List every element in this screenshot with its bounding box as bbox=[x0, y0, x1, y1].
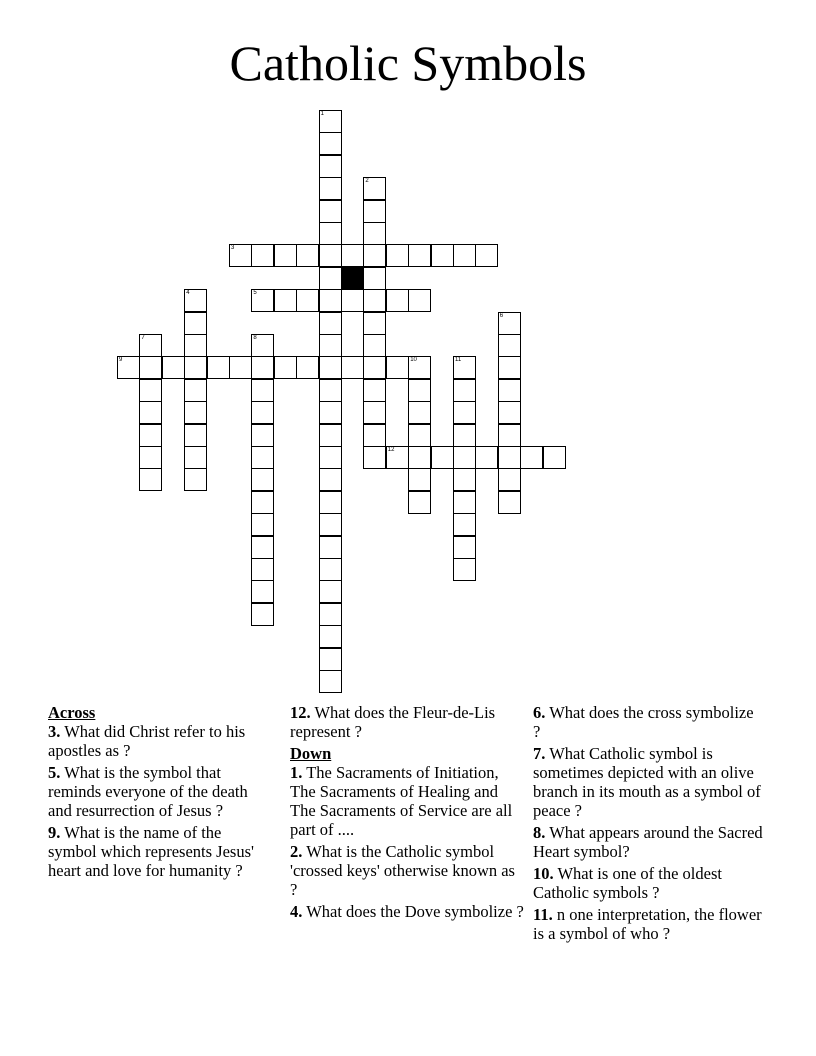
down-heading: Down bbox=[290, 744, 332, 763]
grid-cell[interactable] bbox=[184, 379, 207, 402]
clue-number: 4 bbox=[186, 290, 190, 297]
grid-cell[interactable] bbox=[453, 401, 476, 424]
clue-item bbox=[533, 905, 763, 943]
grid-cell[interactable] bbox=[498, 424, 521, 447]
grid-cell[interactable] bbox=[498, 491, 521, 514]
clue-text: What Catholic symbol is sometimes depicted with an olive branch in its mouth as a symbol of peace ? bbox=[533, 744, 761, 820]
grid-cell[interactable] bbox=[453, 356, 476, 379]
clue-item bbox=[290, 902, 525, 921]
grid-cell[interactable] bbox=[207, 356, 230, 379]
grid-cell[interactable] bbox=[319, 200, 342, 223]
grid-cell[interactable] bbox=[251, 334, 274, 357]
grid-cell[interactable] bbox=[251, 446, 274, 469]
grid-cell[interactable] bbox=[184, 424, 207, 447]
grid-cell[interactable] bbox=[520, 446, 543, 469]
grid-cell[interactable] bbox=[363, 244, 386, 267]
grid-cell[interactable] bbox=[319, 558, 342, 581]
grid-cell[interactable] bbox=[184, 312, 207, 335]
clue-number-label: 10. bbox=[533, 864, 554, 883]
grid-cell[interactable] bbox=[319, 580, 342, 603]
grid-cell[interactable] bbox=[251, 468, 274, 491]
grid-cell[interactable] bbox=[319, 177, 342, 200]
grid-cell[interactable] bbox=[229, 356, 252, 379]
grid-cell[interactable] bbox=[498, 468, 521, 491]
grid-cell[interactable] bbox=[453, 558, 476, 581]
grid-cell[interactable] bbox=[251, 356, 274, 379]
grid-cell[interactable] bbox=[363, 379, 386, 402]
across-clue-list-continued bbox=[290, 703, 525, 741]
grid-cell[interactable] bbox=[386, 244, 409, 267]
grid-cell[interactable] bbox=[184, 468, 207, 491]
grid-cell[interactable] bbox=[319, 625, 342, 648]
grid-cell[interactable] bbox=[251, 580, 274, 603]
grid-cell[interactable] bbox=[319, 401, 342, 424]
down-clue-list-continued bbox=[533, 703, 763, 943]
grid-cell[interactable] bbox=[251, 244, 274, 267]
grid-cell[interactable] bbox=[319, 424, 342, 447]
grid-cell[interactable] bbox=[363, 356, 386, 379]
grid-cell[interactable] bbox=[251, 603, 274, 626]
clue-number: 3 bbox=[231, 245, 235, 252]
grid-cell[interactable] bbox=[498, 446, 521, 469]
grid-cell[interactable] bbox=[363, 446, 386, 469]
grid-cell[interactable] bbox=[296, 289, 319, 312]
clue-item bbox=[290, 703, 525, 741]
grid-cell[interactable] bbox=[319, 110, 342, 133]
grid-cell[interactable] bbox=[319, 356, 342, 379]
grid-cell[interactable] bbox=[363, 267, 386, 290]
grid-cell[interactable] bbox=[251, 536, 274, 559]
clues-column-2 bbox=[290, 703, 525, 924]
grid-cell[interactable] bbox=[363, 312, 386, 335]
grid-cell[interactable] bbox=[453, 244, 476, 267]
grid-cell[interactable] bbox=[408, 468, 431, 491]
clue-text: What does the cross symbolize ? bbox=[533, 703, 754, 741]
grid-cell[interactable] bbox=[139, 468, 162, 491]
clue-number: 6 bbox=[499, 312, 504, 319]
grid-cell[interactable] bbox=[162, 356, 185, 379]
grid-cell[interactable] bbox=[498, 379, 521, 402]
grid-cell[interactable] bbox=[453, 424, 476, 447]
grid-cell[interactable] bbox=[408, 401, 431, 424]
clue-item bbox=[290, 842, 525, 899]
grid-cell[interactable] bbox=[274, 289, 297, 312]
grid-cell[interactable] bbox=[319, 491, 342, 514]
across-heading: Across bbox=[48, 703, 96, 722]
grid-cell[interactable] bbox=[319, 648, 342, 671]
grid-cell[interactable] bbox=[117, 356, 140, 379]
clue-number: 11 bbox=[455, 357, 462, 364]
clue-number: 8 bbox=[253, 335, 257, 341]
grid-cell[interactable] bbox=[408, 356, 431, 379]
grid-cell[interactable] bbox=[453, 468, 476, 491]
grid-cell[interactable] bbox=[319, 603, 342, 626]
black-cell bbox=[341, 267, 364, 290]
grid-cell[interactable] bbox=[319, 334, 342, 357]
grid-cell[interactable] bbox=[363, 401, 386, 424]
clue-number: 5 bbox=[253, 290, 257, 297]
grid-cell[interactable] bbox=[341, 289, 364, 312]
grid-cell[interactable] bbox=[363, 289, 386, 312]
grid-cell[interactable] bbox=[408, 289, 431, 312]
clue-number-label: 9. bbox=[48, 823, 61, 842]
grid-cell[interactable] bbox=[453, 379, 476, 402]
clue-item bbox=[290, 763, 525, 839]
grid-cell[interactable] bbox=[408, 244, 431, 267]
grid-cell[interactable] bbox=[296, 244, 319, 267]
clue-text: What is the symbol that reminds everyone of the death and resurrection of Jesus ? bbox=[48, 763, 248, 820]
grid-cell[interactable] bbox=[408, 491, 431, 514]
grid-cell[interactable] bbox=[229, 244, 252, 267]
grid-cell[interactable] bbox=[453, 491, 476, 514]
grid-cell[interactable] bbox=[341, 356, 364, 379]
grid-cell[interactable] bbox=[319, 312, 342, 335]
grid-cell[interactable] bbox=[319, 468, 342, 491]
grid-cell[interactable] bbox=[319, 267, 342, 290]
clue-item bbox=[533, 864, 763, 902]
grid-cell[interactable] bbox=[319, 244, 342, 267]
grid-cell[interactable] bbox=[139, 424, 162, 447]
grid-cell[interactable] bbox=[453, 513, 476, 536]
grid-cell[interactable] bbox=[319, 155, 342, 178]
grid-cell[interactable] bbox=[543, 446, 566, 469]
grid-cell[interactable] bbox=[319, 379, 342, 402]
clue-item bbox=[533, 703, 763, 741]
clue-number-label: 2. bbox=[290, 842, 303, 861]
clue-number-label: 6. bbox=[533, 703, 546, 722]
grid-cell[interactable] bbox=[251, 401, 274, 424]
grid-cell[interactable] bbox=[475, 446, 498, 469]
clue-number-label: 4. bbox=[290, 902, 303, 921]
grid-cell[interactable] bbox=[139, 401, 162, 424]
grid-cell[interactable] bbox=[251, 491, 274, 514]
grid-cell[interactable] bbox=[431, 244, 454, 267]
clue-number-label: 8. bbox=[533, 823, 546, 842]
grid-cell[interactable] bbox=[139, 356, 162, 379]
grid-cell[interactable] bbox=[139, 379, 162, 402]
clue-text: n one interpretation, the flower is a symbol of who ? bbox=[533, 905, 762, 943]
grid-cell[interactable] bbox=[319, 222, 342, 245]
clue-item bbox=[533, 744, 763, 820]
clue-text: What is the name of the symbol which represents Jesus' heart and love for humanity ? bbox=[48, 823, 254, 880]
grid-cell[interactable] bbox=[363, 222, 386, 245]
grid-cell[interactable] bbox=[363, 424, 386, 447]
clue-number: 9 bbox=[119, 357, 123, 364]
grid-cell[interactable] bbox=[386, 289, 409, 312]
grid-cell[interactable] bbox=[498, 356, 521, 379]
clue-number-label: 12. bbox=[290, 703, 311, 722]
grid-cell[interactable] bbox=[184, 334, 207, 357]
clue-text: What does the Dove symbolize ? bbox=[302, 902, 524, 921]
clue-number-label: 5. bbox=[48, 763, 61, 782]
clue-number: 10 bbox=[410, 357, 417, 364]
grid-cell[interactable] bbox=[408, 379, 431, 402]
clue-text: What appears around the Sacred Heart symbol? bbox=[533, 823, 763, 861]
grid-cell[interactable] bbox=[184, 289, 207, 312]
grid-cell[interactable] bbox=[498, 401, 521, 424]
grid-cell[interactable] bbox=[251, 558, 274, 581]
grid-cell[interactable] bbox=[363, 200, 386, 223]
grid-cell[interactable] bbox=[184, 446, 207, 469]
grid-cell[interactable] bbox=[251, 424, 274, 447]
grid-cell[interactable] bbox=[296, 356, 319, 379]
grid-cell[interactable] bbox=[139, 334, 162, 357]
clue-text: The Sacraments of Initiation, The Sacraments of Healing and The Sacraments of Service are all part of .... bbox=[290, 763, 513, 839]
grid-cell[interactable] bbox=[341, 244, 364, 267]
clue-number: 7 bbox=[141, 335, 145, 341]
across-clue-list bbox=[48, 722, 273, 880]
clue-number-label: 7. bbox=[533, 744, 546, 763]
grid-cell[interactable] bbox=[251, 379, 274, 402]
clue-number-label: 3. bbox=[48, 722, 61, 741]
grid-cell[interactable] bbox=[386, 446, 409, 469]
grid-cell[interactable] bbox=[453, 446, 476, 469]
grid-cell[interactable] bbox=[431, 446, 454, 469]
grid-cell[interactable] bbox=[408, 446, 431, 469]
grid-cell[interactable] bbox=[363, 177, 386, 200]
clue-text: What is the Catholic symbol 'crossed keys' otherwise known as ? bbox=[290, 842, 515, 899]
grid-cell[interactable] bbox=[498, 334, 521, 357]
grid-cell[interactable] bbox=[274, 244, 297, 267]
grid-cell[interactable] bbox=[139, 446, 162, 469]
grid-cell[interactable] bbox=[475, 244, 498, 267]
grid-cell[interactable] bbox=[319, 670, 342, 693]
grid-cell[interactable] bbox=[251, 513, 274, 536]
grid-cell[interactable] bbox=[498, 312, 521, 335]
clue-text: What did Christ refer to his apostles as ? bbox=[48, 722, 246, 760]
clue-item bbox=[48, 763, 273, 820]
clue-text: What does the Fleur-de-Lis represent ? bbox=[290, 703, 496, 741]
grid-cell[interactable] bbox=[319, 132, 342, 155]
clue-number-label: 1. bbox=[290, 763, 303, 782]
clue-item bbox=[533, 823, 763, 861]
clue-item bbox=[48, 722, 273, 760]
grid-cell[interactable] bbox=[251, 289, 274, 312]
clues-column-3 bbox=[533, 703, 763, 946]
grid-cell[interactable] bbox=[319, 536, 342, 559]
grid-cell[interactable] bbox=[363, 334, 386, 357]
grid-cell[interactable] bbox=[319, 513, 342, 536]
puzzle-title: Catholic Symbols bbox=[229, 35, 587, 91]
clue-number: 12 bbox=[387, 447, 395, 453]
grid-cell[interactable] bbox=[274, 356, 297, 379]
grid-cell[interactable] bbox=[319, 289, 342, 312]
clue-text: What is one of the oldest Catholic symbols ? bbox=[533, 864, 722, 902]
grid-cell[interactable] bbox=[184, 356, 207, 379]
down-clue-list bbox=[290, 763, 525, 921]
clues-column-1 bbox=[48, 703, 273, 883]
grid-cell[interactable] bbox=[408, 424, 431, 447]
clue-number-label: 11. bbox=[533, 905, 553, 924]
grid-cell[interactable] bbox=[184, 401, 207, 424]
clue-item bbox=[48, 823, 273, 880]
clue-number: 1 bbox=[320, 111, 324, 117]
grid-cell[interactable] bbox=[453, 536, 476, 559]
grid-cell[interactable] bbox=[386, 356, 409, 379]
grid-cell[interactable] bbox=[319, 446, 342, 469]
clue-number: 2 bbox=[365, 178, 369, 185]
